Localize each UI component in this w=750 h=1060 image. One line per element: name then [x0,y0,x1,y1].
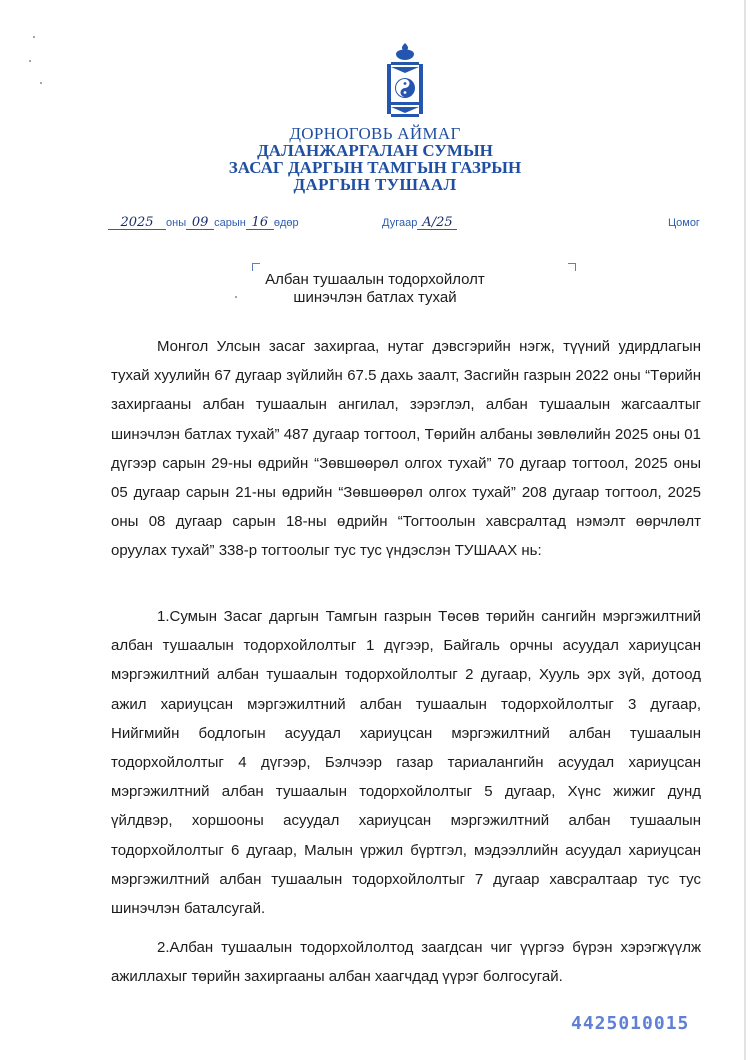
scan-speck [235,296,237,298]
preamble-paragraph: Монгол Улсын засаг захиргаа, нутаг дэвсгэрийн нэгж, түүний удирдлагын тухай хуулийн 67 дугаар зүйлийн 67.5 дахь заалт, Засгийн газрын 2022 оны “Төрийн захиргааны албан тушаалын ангилал, зэрэглэл, албан тушаалын жагсаалтыг шинэчлэн батлах тухай” 487 дугаар тогтоол, Төрийн албаны зөвлөлийн 2025 оны 01 дүгээр сарын 29-ны өдрийн “Зөвшөөрөл олгох тухай” 70 дугаар тогтоол, 2025 оны 05 дугаар сарын 21-ны өдрийн “Зөвшөөрөл олгох тухай” 208 дугаар тогтоол, 2025 оны 08 дугаар сарын 18-ны өдрийн “Тогтоолын хавсралтад нэмэлт өөрчлөлт оруулах тухай” 338-р тогтоолыг тус тус үндэслэн ТУШААХ нь: [111,338,701,560]
year-label: оны [166,217,187,229]
scan-edge [744,0,746,1060]
order-item-2: 2.Албан тушаалын тодорхойлолтод заагдсан чиг үүргээ бүрэн хэрэгжүүлж ажиллахыг төрийн захиргааны албан хаагчдад үүрэг болгосугай. [111,939,701,986]
date-month: 09 [186,217,214,230]
subject-line-2: шинэчлэн батлах тухай [293,289,457,306]
number-value: А/25 [417,217,457,230]
month-label: сарын [214,217,246,229]
document-place: Цомог [668,217,700,229]
document-number [382,217,457,230]
order-item-1: 1.Сумын Засаг даргын Тамгын газрын Төсөв төрийн сангийн мэргэжилтний албан тушаалын тодорхойлолтыг 1 дүгээр, Байгаль орчны асуудал хариуцсан мэргэжилтний албан тушаалын тодорхойлолтыг 2 дугаар, Хууль эрх зүй, дотоод ажил хариуцсан мэргэжилтний албан тушаалын тодорхойлолтыг 3 дугаар, Нийгмийн бодлогын асуудал хариуцсан мэргэжилтний албан тушаалын тодорхойлолтыг 4 дүгээр, Бэлчээр газар тариалангийн асуудал хариуцсан мэргэжилтний албан тушаалын тодорхойлолтыг 5 дугаар, Хүнс жижиг дунд үйлдвэр, хоршооны асуудал хариуцсан мэргэжилтний албан тушаалын тодорхойлолтыг 6 дугаар, Малын үржил бүртгэл, мэдээллийн асуудал хариуцсан мэргэжилтний албан тушаалын тодорхойлолтыг 7 дугаар хавсралтаар тус тус шинэчлэн баталсугай. [111,608,701,918]
sum-name: ДАЛАНЖАРГАЛАН СУМЫН [257,141,493,160]
office-name: ЗАСАГ ДАРГЫН ТАМГЫН ГАЗРЫН [228,158,522,177]
soyombo-emblem-icon [383,42,427,118]
serial-number-stamp: 4425010015 [571,1013,690,1034]
date-year: 2025 [108,217,166,230]
aimag-name: ДОРНОГОВЬ АЙМАГ [289,124,461,143]
date-day: 16 [246,217,274,230]
subject-line-1: Албан тушаалын тодорхойлолт [265,271,485,288]
scan-speck [33,36,35,38]
scan-speck [40,82,42,84]
number-label: Дугаар [382,217,418,229]
document-type: ДАРГЫН ТУШААЛ [293,175,457,194]
day-label: өдөр [273,217,299,229]
document-date [108,217,299,230]
scan-speck [29,60,31,62]
